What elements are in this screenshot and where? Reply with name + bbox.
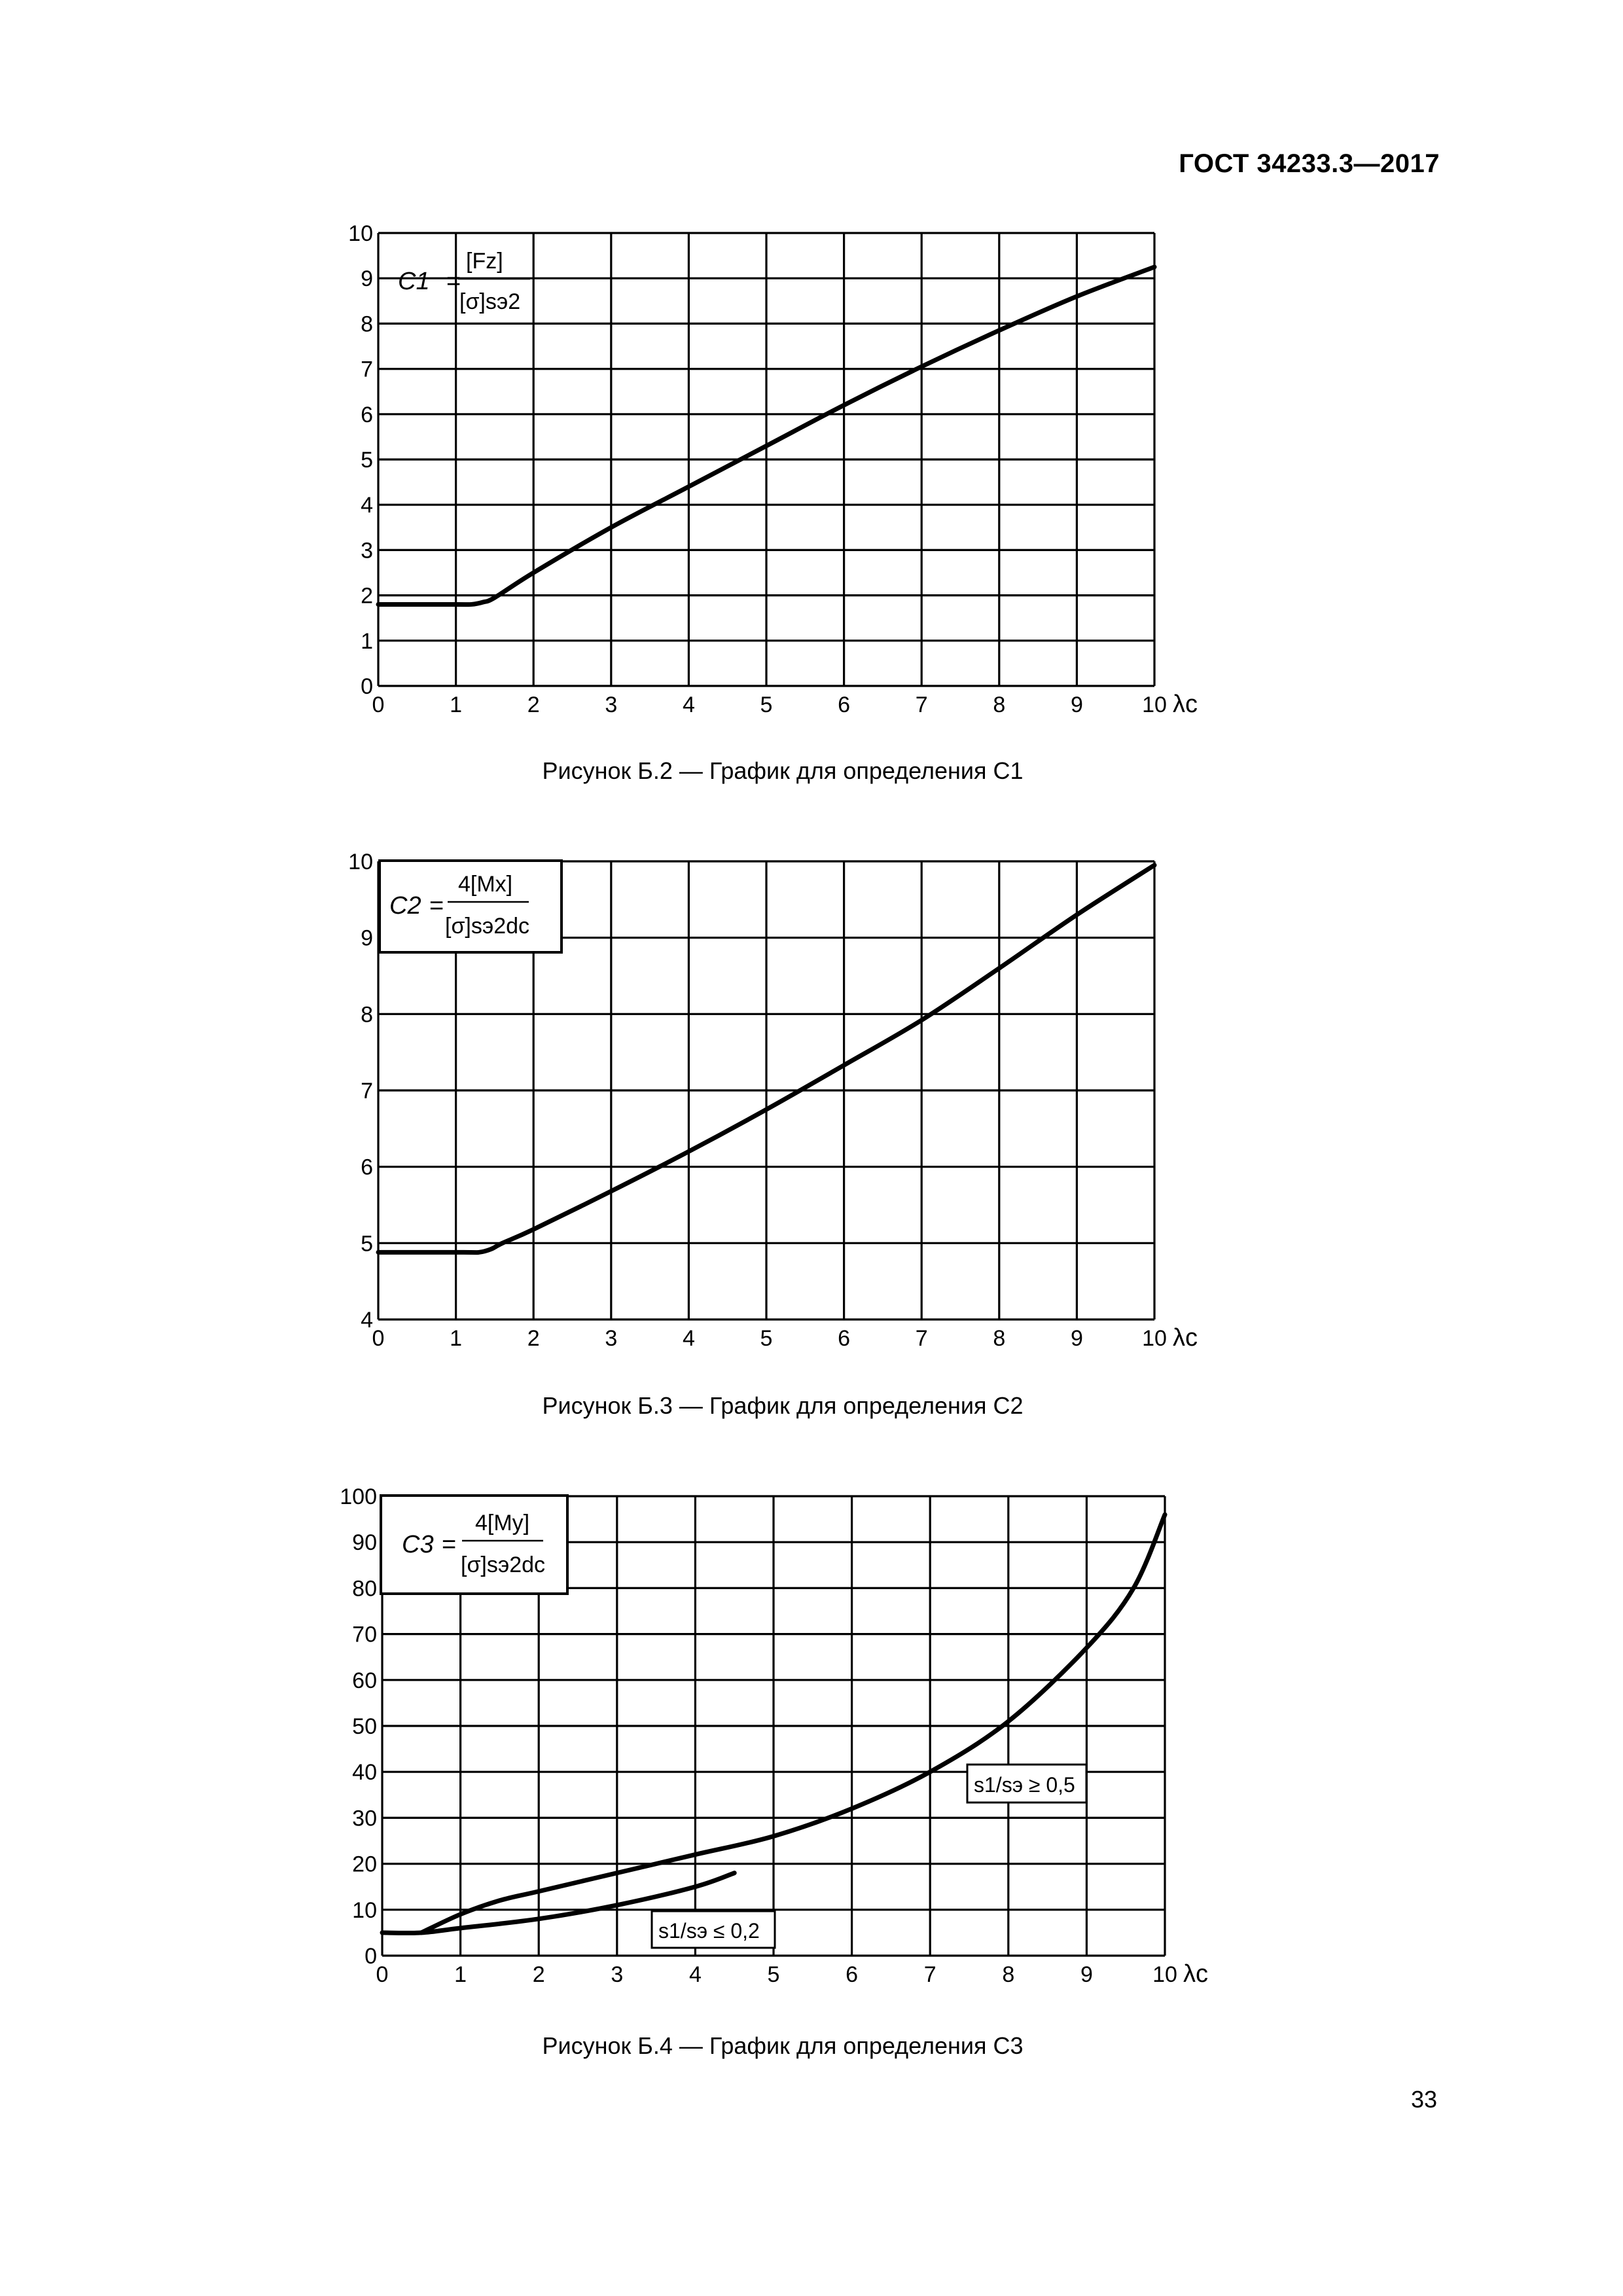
- y-tick-label: 5: [361, 1231, 373, 1257]
- y-tick-label: 4: [361, 1308, 373, 1333]
- formula-lhs: C2: [389, 892, 421, 920]
- formula-equals: =: [442, 1531, 457, 1558]
- x-tick-label: 9: [1070, 692, 1083, 717]
- chart-c3: [0, 1460, 1623, 2081]
- formula-numerator: [Fz]: [466, 249, 503, 274]
- y-tick-label: 60: [352, 1668, 377, 1693]
- figure-caption: Рисунок Б.2 — График для определения C1: [542, 757, 1024, 784]
- y-tick-label: 1: [361, 628, 373, 654]
- y-tick-label: 20: [352, 1852, 377, 1877]
- y-tick-label: 70: [352, 1622, 377, 1647]
- x-tick-label: 9: [1080, 1962, 1093, 1987]
- formula-c1: [398, 249, 530, 314]
- formula-equals: =: [429, 892, 444, 920]
- x-tick-label: 10: [1142, 1326, 1167, 1351]
- x-tick-label: 4: [682, 1326, 695, 1351]
- x-tick-label: 7: [923, 1962, 936, 1987]
- y-tick-label: 0: [361, 674, 373, 699]
- chart-c2: [0, 825, 1623, 1440]
- formula-numerator: 4[My]: [475, 1511, 530, 1535]
- y-tick-label: 5: [361, 448, 373, 473]
- svg-text:s1/sэ ≤ 0,2: s1/sэ ≤ 0,2: [658, 1919, 760, 1943]
- formula-c2: [380, 861, 562, 952]
- x-tick-label: 5: [760, 692, 773, 717]
- y-tick-label: 7: [361, 357, 373, 382]
- series-label-high: [967, 1765, 1086, 1803]
- y-tick-label: 50: [352, 1714, 377, 1739]
- x-tick-label: 7: [915, 692, 928, 717]
- x-axis-label: λc: [1173, 691, 1198, 718]
- formula-denominator: [σ]sэ2dc: [445, 914, 530, 939]
- x-tick-label: 6: [846, 1962, 859, 1987]
- y-tick-label: 2: [361, 583, 373, 609]
- y-tick-label: 6: [361, 1155, 373, 1180]
- x-tick-label: 1: [450, 692, 463, 717]
- y-tick-label: 6: [361, 402, 373, 427]
- figure-caption: Рисунок Б.4 — График для определения C3: [542, 2032, 1024, 2059]
- x-tick-label: 5: [767, 1962, 780, 1987]
- x-tick-label: 10: [1142, 692, 1167, 717]
- y-tick-label: 30: [352, 1806, 377, 1831]
- y-tick-label: 10: [348, 850, 373, 874]
- x-tick-label: 8: [993, 1326, 1006, 1351]
- x-tick-label: 2: [532, 1962, 545, 1987]
- x-tick-label: 3: [605, 692, 618, 717]
- formula-numerator: 4[Mx]: [458, 872, 513, 897]
- x-tick-label: 1: [450, 1326, 463, 1351]
- formula-lhs: C1: [398, 268, 430, 295]
- y-tick-label: 40: [352, 1760, 377, 1785]
- y-tick-label: 0: [365, 1944, 377, 1969]
- formula-denominator: [σ]sэ2dc: [461, 1552, 546, 1577]
- y-tick-label: 10: [352, 1897, 377, 1923]
- series-label-low: [652, 1911, 775, 1948]
- y-tick-label: 8: [361, 312, 373, 337]
- y-tick-label: 10: [348, 221, 373, 246]
- x-tick-label: 8: [993, 692, 1006, 717]
- formula-c3: [381, 1496, 567, 1594]
- x-tick-label: 0: [376, 1962, 389, 1987]
- x-tick-label: 4: [688, 1962, 702, 1987]
- y-tick-label: 9: [361, 925, 373, 951]
- x-tick-label: 0: [372, 1326, 385, 1351]
- y-tick-label: 7: [361, 1079, 373, 1103]
- formula-lhs: C3: [402, 1531, 434, 1558]
- x-tick-label: 6: [838, 1326, 851, 1351]
- x-axis-label: λc: [1183, 1960, 1208, 1988]
- page-number: 33: [1411, 2086, 1438, 2113]
- standard-header: ГОСТ 34233.3—2017: [1179, 149, 1440, 178]
- svg-text:s1/sэ ≥ 0,5: s1/sэ ≥ 0,5: [974, 1773, 1075, 1797]
- y-tick-label: 8: [361, 1002, 373, 1028]
- y-tick-label: 3: [361, 538, 373, 564]
- x-tick-label: 0: [372, 692, 385, 717]
- x-tick-label: 9: [1070, 1326, 1083, 1351]
- chart-c1: [0, 196, 1623, 812]
- x-tick-label: 3: [605, 1326, 618, 1351]
- x-tick-label: 3: [611, 1962, 624, 1987]
- x-axis-label: λc: [1173, 1324, 1198, 1352]
- x-tick-label: 2: [527, 692, 540, 717]
- x-tick-label: 10: [1152, 1962, 1177, 1987]
- figure-caption: Рисунок Б.3 — График для определения C2: [542, 1392, 1024, 1419]
- y-tick-label: 90: [352, 1530, 377, 1556]
- y-tick-label: 9: [361, 266, 373, 292]
- x-tick-label: 1: [454, 1962, 467, 1987]
- y-tick-label: 100: [340, 1484, 377, 1509]
- x-tick-label: 5: [760, 1326, 773, 1351]
- x-tick-label: 7: [915, 1326, 928, 1351]
- x-tick-label: 8: [1002, 1962, 1015, 1987]
- formula-denominator: [σ]sэ2: [459, 289, 521, 314]
- y-tick-label: 4: [361, 493, 373, 518]
- x-tick-label: 6: [838, 692, 851, 717]
- y-tick-label: 80: [352, 1576, 377, 1602]
- formula-equals: =: [446, 268, 461, 295]
- x-tick-label: 2: [527, 1326, 540, 1351]
- x-tick-label: 4: [682, 692, 695, 717]
